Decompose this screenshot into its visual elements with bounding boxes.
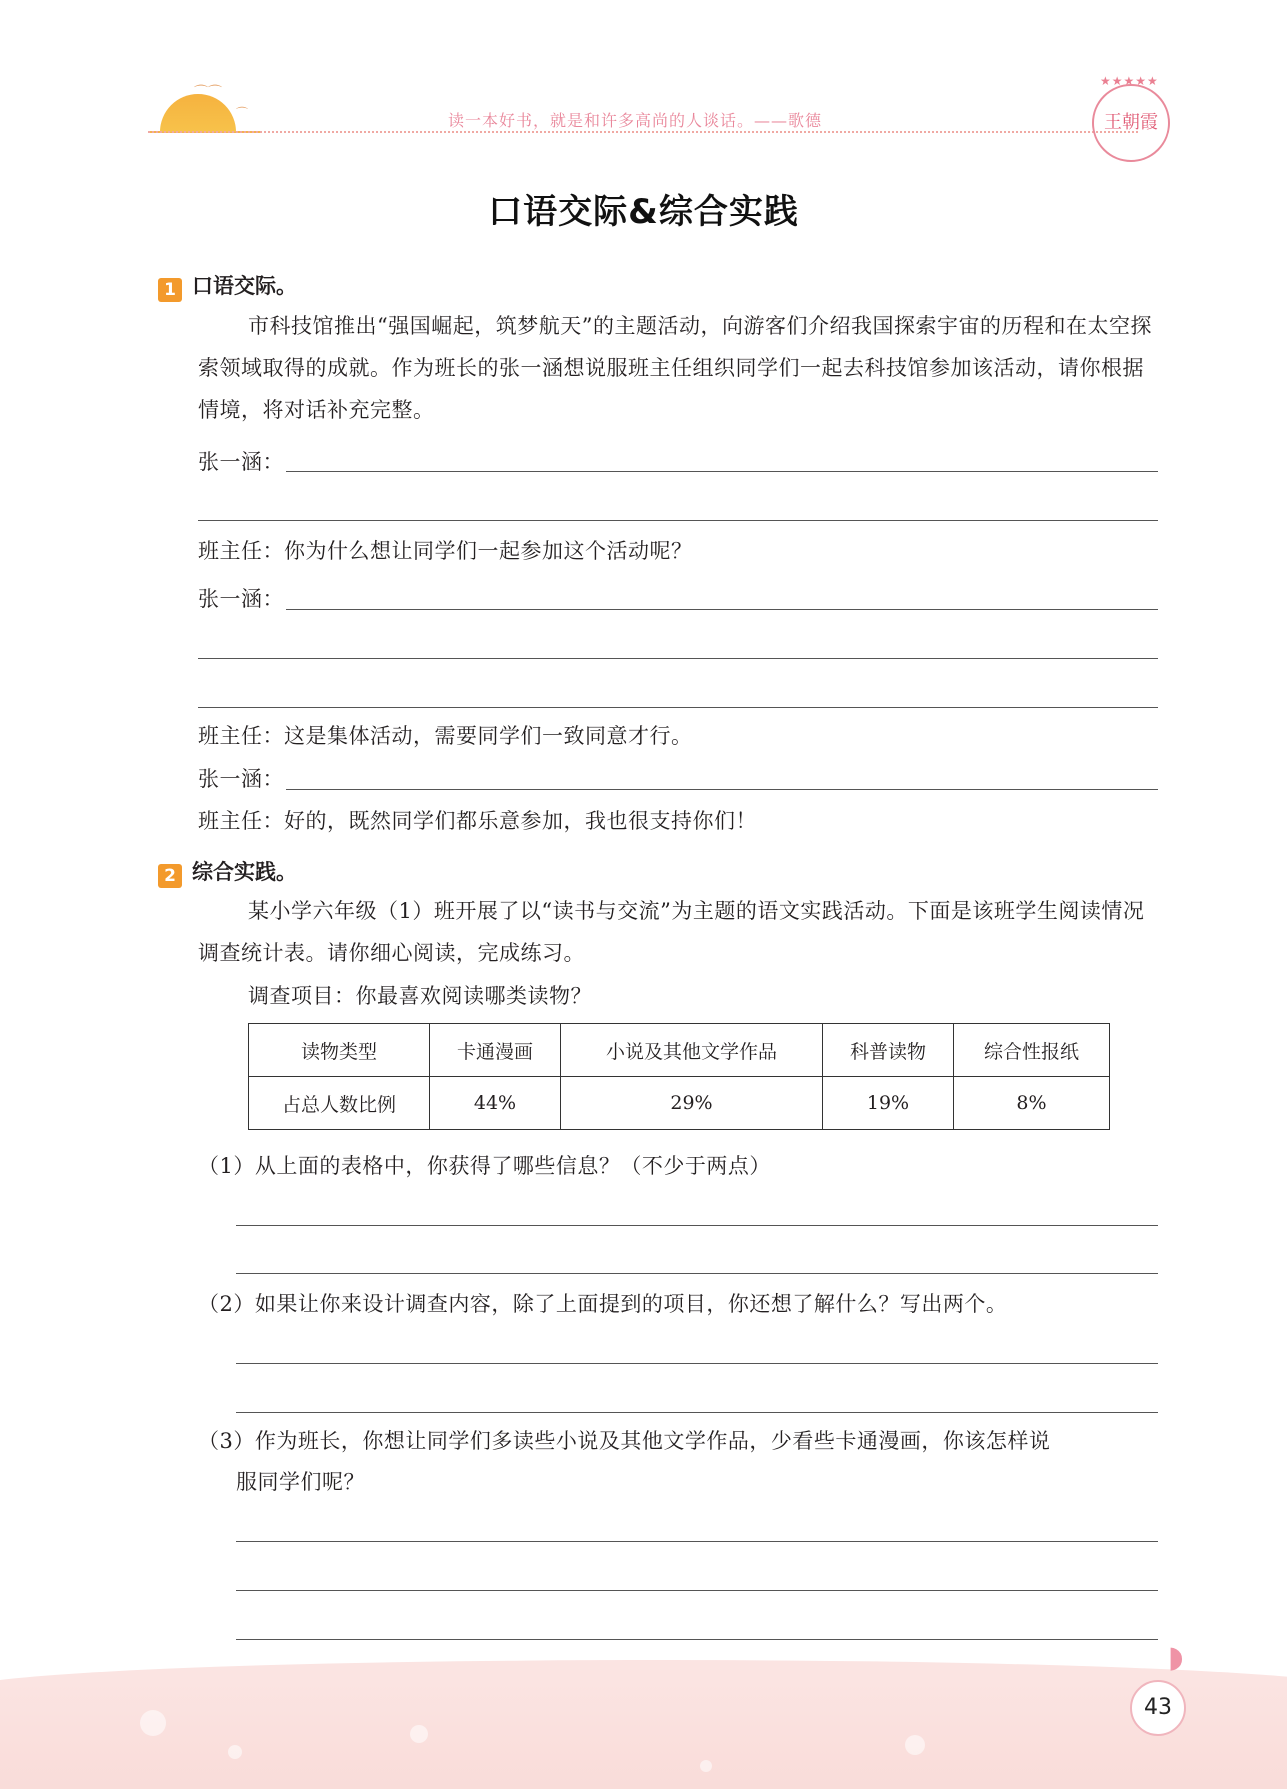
table-cell: 占总人数比例	[249, 1077, 430, 1130]
section1-title: 口语交际。	[192, 274, 297, 298]
table-cell: 44%	[430, 1077, 561, 1130]
dialogue-teacher-2: 班主任：这是集体活动，需要同学们一致同意才行。	[198, 724, 693, 748]
answer-line[interactable]	[236, 1639, 1158, 1640]
survey-item: 调查项目：你最喜欢阅读哪类读物？	[248, 984, 592, 1008]
question-3-cont: 服同学们呢？	[236, 1470, 365, 1494]
section1-heading	[158, 270, 297, 302]
bird-icon: ⌒	[236, 106, 249, 120]
dolphin-icon: ◗	[1168, 1640, 1184, 1675]
page-title: 口语交际&综合实践	[488, 192, 799, 232]
dialogue-teacher-1: 班主任：你为什么想让同学们一起参加这个活动呢？	[198, 539, 693, 563]
table-cell: 29%	[561, 1077, 823, 1130]
dialogue-zhang-3: 张一涵：	[198, 767, 284, 791]
question-3: （3）作为班长，你想让同学们多读些小说及其他文学作品，少看些卡通漫画，你该怎样说	[198, 1429, 1051, 1453]
page-header	[0, 0, 1287, 160]
answer-line[interactable]	[198, 520, 1158, 521]
bubble-decoration	[700, 1760, 712, 1772]
section2-intro: 某小学六年级（1）班开展了以“读书与交流”为主题的语文实践活动。下面是该班学生阅读情况调查统计表。请你细心阅读，完成练习。	[198, 899, 1145, 965]
page-number: 43	[1130, 1680, 1186, 1736]
bird-icon: ⌒⌒	[194, 85, 222, 101]
answer-line[interactable]	[236, 1363, 1158, 1364]
bubble-decoration	[140, 1710, 166, 1736]
dialogue-zhang-1: 张一涵：	[198, 450, 284, 474]
answer-line[interactable]	[236, 1541, 1158, 1542]
table-header-cell: 小说及其他文学作品	[561, 1024, 823, 1077]
section2-title: 综合实践。	[192, 860, 297, 884]
bubble-decoration	[905, 1735, 925, 1755]
table-header-row	[249, 1024, 1110, 1077]
survey-table	[248, 1023, 1110, 1130]
header-divider	[148, 131, 1138, 133]
table-header-cell: 科普读物	[823, 1024, 954, 1077]
question-2: （2）如果让你来设计调查内容，除了上面提到的项目，你还想了解什么？写出两个。	[198, 1292, 1008, 1316]
answer-line[interactable]	[286, 609, 1158, 610]
answer-line[interactable]	[286, 789, 1158, 790]
table-header-cell: 读物类型	[249, 1024, 430, 1077]
dialogue-teacher-3: 班主任：好的，既然同学们都乐意参加，我也很支持你们！	[198, 809, 757, 833]
section1-intro: 市科技馆推出“强国崛起，筑梦航天”的主题活动，向游客们介绍我国探索宇宙的历程和在太空探索领域取得的成就。作为班长的张一涵想说服班主任组织同学们一起去科技馆参加该活动，请你根据情境，将对话补充完整。	[198, 314, 1152, 422]
section2-heading	[158, 856, 297, 888]
table-cell: 19%	[823, 1077, 954, 1130]
answer-line[interactable]	[236, 1225, 1158, 1226]
section1-number: 1	[158, 278, 182, 302]
table-header-cell: 卡通漫画	[430, 1024, 561, 1077]
table-row	[249, 1077, 1110, 1130]
bubble-decoration	[410, 1725, 428, 1743]
question-1: （1）从上面的表格中，你获得了哪些信息？（不少于两点）	[198, 1154, 771, 1178]
table-cell: 8%	[954, 1077, 1110, 1130]
author-seal-logo: 王朝霞	[1092, 84, 1170, 162]
bubble-decoration	[228, 1745, 242, 1759]
section2-number: 2	[158, 864, 182, 888]
header-motto: 读一本好书，就是和许多高尚的人谈话。——歌德	[448, 111, 823, 130]
answer-line[interactable]	[236, 1412, 1158, 1413]
dialogue-zhang-2: 张一涵：	[198, 587, 284, 611]
answer-line[interactable]	[198, 658, 1158, 659]
table-header-cell: 综合性报纸	[954, 1024, 1110, 1077]
answer-line[interactable]	[198, 707, 1158, 708]
seal-stars-icon: ★★★★★	[1100, 74, 1159, 88]
answer-line[interactable]	[286, 471, 1158, 472]
answer-line[interactable]	[236, 1590, 1158, 1591]
answer-line[interactable]	[236, 1273, 1158, 1274]
footer-background	[0, 1680, 1287, 1789]
